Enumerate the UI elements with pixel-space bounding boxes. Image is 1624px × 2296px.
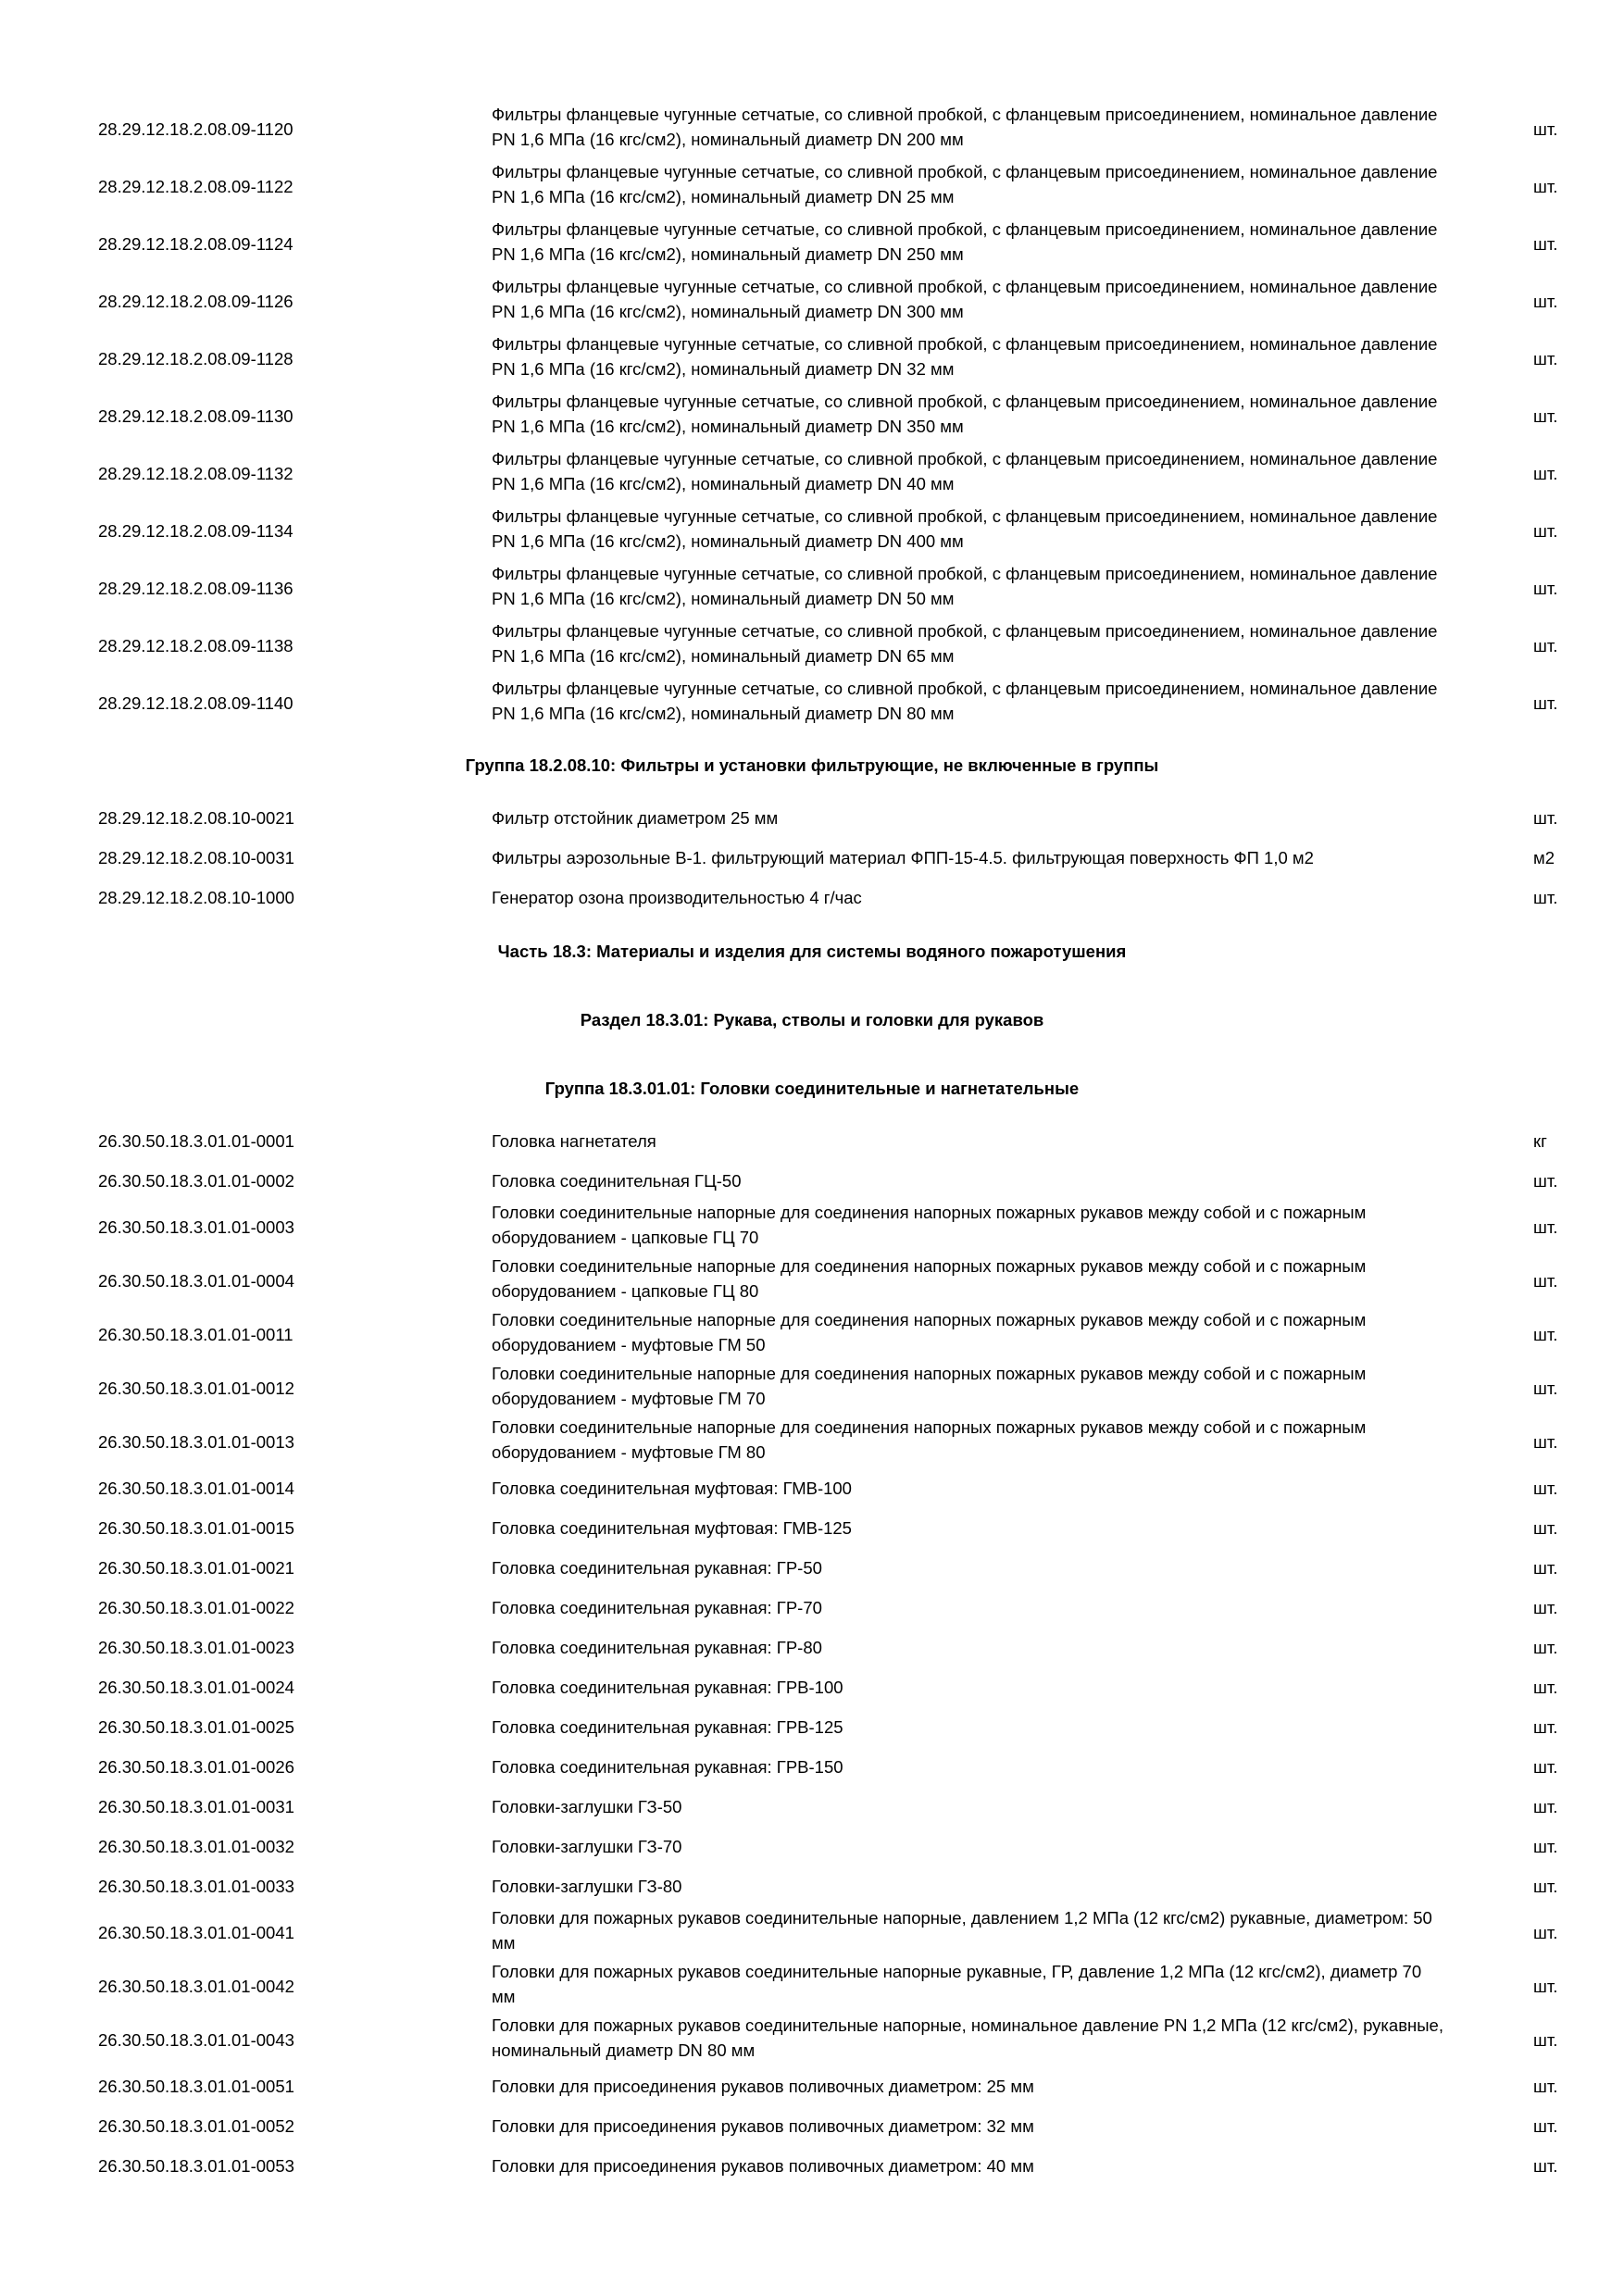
row-unit: шт. xyxy=(1533,1518,1558,1538)
row-code: 26.30.50.18.3.01.01-0053 xyxy=(98,2156,294,2176)
row-unit: шт. xyxy=(1533,1598,1558,1617)
row-code: 26.30.50.18.3.01.01-0014 xyxy=(98,1479,294,1498)
row-description: Фильтры фланцевые чугунные сетчатые, со сливной пробкой, с фланцевым присоединением, номинальное давление PN 1,6 МПа (16 кгс/см2), номинальный диаметр DN 250 мм xyxy=(492,219,1438,264)
row-code: 26.30.50.18.3.01.01-0023 xyxy=(98,1638,294,1657)
row-unit: шт. xyxy=(1533,693,1558,713)
row-description: Головка соединительная рукавная: ГРВ-125 xyxy=(492,1717,843,1737)
row-unit: шт. xyxy=(1533,1678,1558,1697)
row-unit: шт. xyxy=(1533,1479,1558,1498)
row-code: 26.30.50.18.3.01.01-0011 xyxy=(98,1325,294,1344)
group-heading: Группа 18.3.01.01: Головки соединительные и нагнетательные xyxy=(544,1079,1080,1098)
row-description: Фильтры фланцевые чугунные сетчатые, со сливной пробкой, с фланцевым присоединением, номинальное давление PN 1,6 МПа (16 кгс/см2), номинальный диаметр DN 200 мм xyxy=(492,105,1438,149)
row-unit: шт. xyxy=(1533,888,1558,907)
row-description: Головки-заглушки ГЗ-80 xyxy=(492,1877,682,1896)
row-description: Головка соединительная муфтовая: ГМВ-100 xyxy=(492,1479,852,1498)
row-unit: шт. xyxy=(1533,292,1558,311)
part-heading: Часть 18.3: Материалы и изделия для системы водяного пожаротушения xyxy=(497,942,1127,961)
row-code: 26.30.50.18.3.01.01-0026 xyxy=(98,1757,294,1777)
group-heading: Группа 18.2.08.10: Фильтры и установки фильтрующие, не включенные в группы xyxy=(465,755,1159,775)
row-description: Фильтры фланцевые чугунные сетчатые, со сливной пробкой, с фланцевым присоединением, номинальное давление PN 1,6 МПа (16 кгс/см2), номинальный диаметр DN 400 мм xyxy=(492,506,1438,551)
row-unit: шт. xyxy=(1533,2030,1558,2050)
row-description: Головка соединительная ГЦ-50 xyxy=(492,1171,742,1191)
row-description: Головка нагнетателя xyxy=(492,1131,656,1151)
row-unit: шт. xyxy=(1533,1977,1558,1996)
row-code: 26.30.50.18.3.01.01-0031 xyxy=(98,1797,294,1816)
row-code: 26.30.50.18.3.01.01-0032 xyxy=(98,1837,294,1856)
row-code: 26.30.50.18.3.01.01-0012 xyxy=(98,1379,294,1398)
row-code: 28.29.12.18.2.08.09-1132 xyxy=(98,464,294,483)
row-description: Головки для присоединения рукавов поливочных диаметром: 40 мм xyxy=(492,2156,1034,2176)
row-unit: шт. xyxy=(1533,1271,1558,1291)
row-code: 26.30.50.18.3.01.01-0003 xyxy=(98,1217,294,1237)
row-code: 28.29.12.18.2.08.09-1128 xyxy=(98,349,294,368)
row-code: 28.29.12.18.2.08.09-1134 xyxy=(98,521,294,541)
row-description: Фильтры фланцевые чугунные сетчатые, со сливной пробкой, с фланцевым присоединением, номинальное давление PN 1,6 МПа (16 кгс/см2), номинальный диаметр DN 65 мм xyxy=(492,621,1438,666)
row-description: Головки-заглушки ГЗ-50 xyxy=(492,1797,682,1816)
row-code: 28.29.12.18.2.08.10-1000 xyxy=(98,888,294,907)
row-description: Фильтры фланцевые чугунные сетчатые, со сливной пробкой, с фланцевым присоединением, номинальное давление PN 1,6 МПа (16 кгс/см2), номинальный диаметр DN 80 мм xyxy=(492,679,1438,723)
row-description: Головки для присоединения рукавов поливочных диаметром: 25 мм xyxy=(492,2077,1034,2096)
row-code: 26.30.50.18.3.01.01-0043 xyxy=(98,2030,294,2050)
row-description: Головка соединительная рукавная: ГРВ-100 xyxy=(492,1678,843,1697)
row-unit: шт. xyxy=(1533,349,1558,368)
row-code: 26.30.50.18.3.01.01-0033 xyxy=(98,1877,294,1896)
row-code: 28.29.12.18.2.08.09-1136 xyxy=(98,579,294,598)
row-code: 26.30.50.18.3.01.01-0052 xyxy=(98,2116,294,2136)
row-description: Головки соединительные напорные для соединения напорных пожарных рукавов между собой и с пожарным оборудованием - муфтовые ГМ 70 xyxy=(492,1364,1367,1408)
row-code: 26.30.50.18.3.01.01-0021 xyxy=(98,1558,294,1578)
row-unit: шт. xyxy=(1533,1325,1558,1344)
row-description: Головки соединительные напорные для соединения напорных пожарных рукавов между собой и с пожарным оборудованием - муфтовые ГМ 50 xyxy=(492,1310,1367,1354)
row-unit: шт. xyxy=(1533,2116,1558,2136)
row-code: 28.29.12.18.2.08.09-1130 xyxy=(98,406,294,426)
row-description: Головка соединительная рукавная: ГР-80 xyxy=(492,1638,822,1657)
row-unit: шт. xyxy=(1533,1171,1558,1191)
row-unit: шт. xyxy=(1533,579,1558,598)
row-unit: шт. xyxy=(1533,1217,1558,1237)
row-code: 26.30.50.18.3.01.01-0024 xyxy=(98,1678,294,1697)
row-description: Головки для пожарных рукавов соединительные напорные, номинальное давление PN 1,2 МПа (12 кгс/см2), рукавные, номинальный диаметр DN 80 мм xyxy=(492,2015,1443,2060)
row-description: Головки для пожарных рукавов соединительные напорные, давлением 1,2 МПа (12 кгс/см2) рукавные, диаметром: 50 мм xyxy=(492,1908,1432,1953)
row-description: Головки для присоединения рукавов поливочных диаметром: 32 мм xyxy=(492,2116,1034,2136)
row-code: 26.30.50.18.3.01.01-0002 xyxy=(98,1171,294,1191)
row-unit: кг xyxy=(1533,1131,1547,1151)
row-unit: шт. xyxy=(1533,406,1558,426)
row-code: 26.30.50.18.3.01.01-0001 xyxy=(98,1131,294,1151)
row-unit: шт. xyxy=(1533,464,1558,483)
row-unit: м2 xyxy=(1533,848,1555,867)
row-description: Головки соединительные напорные для соединения напорных пожарных рукавов между собой и с пожарным оборудованием - цапковые ГЦ 70 xyxy=(492,1203,1367,1247)
row-description: Фильтры фланцевые чугунные сетчатые, со сливной пробкой, с фланцевым присоединением, номинальное давление PN 1,6 МПа (16 кгс/см2), номинальный диаметр DN 300 мм xyxy=(492,277,1438,321)
row-code: 26.30.50.18.3.01.01-0015 xyxy=(98,1518,294,1538)
section-heading: Раздел 18.3.01: Рукава, стволы и головки для рукавов xyxy=(580,1010,1044,1029)
row-description: Головки соединительные напорные для соединения напорных пожарных рукавов между собой и с пожарным оборудованием - муфтовые ГМ 80 xyxy=(492,1417,1367,1462)
row-description: Головки соединительные напорные для соединения напорных пожарных рукавов между собой и с пожарным оборудованием - цапковые ГЦ 80 xyxy=(492,1256,1367,1301)
row-description: Фильтры фланцевые чугунные сетчатые, со сливной пробкой, с фланцевым присоединением, номинальное давление PN 1,6 МПа (16 кгс/см2), номинальный диаметр DN 32 мм xyxy=(492,334,1438,379)
row-description: Головка соединительная рукавная: ГР-70 xyxy=(492,1598,822,1617)
row-description: Головка соединительная муфтовая: ГМВ-125 xyxy=(492,1518,852,1538)
row-description: Фильтры фланцевые чугунные сетчатые, со сливной пробкой, с фланцевым присоединением, номинальное давление PN 1,6 МПа (16 кгс/см2), номинальный диаметр DN 50 мм xyxy=(492,564,1438,608)
row-unit: шт. xyxy=(1533,636,1558,655)
row-code: 28.29.12.18.2.08.10-0021 xyxy=(98,808,294,828)
row-description: Головки для пожарных рукавов соединительные напорные рукавные, ГР, давление 1,2 МПа (12 кгс/см2), диаметр 70 мм xyxy=(492,1962,1422,2006)
row-code: 28.29.12.18.2.08.09-1120 xyxy=(98,119,294,139)
row-code: 28.29.12.18.2.08.09-1124 xyxy=(98,234,294,254)
row-code: 28.29.12.18.2.08.10-0031 xyxy=(98,848,294,867)
row-unit: шт. xyxy=(1533,1923,1558,1942)
row-code: 26.30.50.18.3.01.01-0025 xyxy=(98,1717,294,1737)
row-description: Фильтр отстойник диаметром 25 мм xyxy=(492,808,779,828)
row-unit: шт. xyxy=(1533,2077,1558,2096)
row-code: 26.30.50.18.3.01.01-0004 xyxy=(98,1271,294,1291)
row-unit: шт. xyxy=(1533,1837,1558,1856)
row-unit: шт. xyxy=(1533,2156,1558,2176)
row-unit: шт. xyxy=(1533,1717,1558,1737)
row-code: 26.30.50.18.3.01.01-0013 xyxy=(98,1432,294,1452)
row-code: 28.29.12.18.2.08.09-1122 xyxy=(98,177,294,196)
row-unit: шт. xyxy=(1533,1432,1558,1452)
row-unit: шт. xyxy=(1533,119,1558,139)
row-code: 28.29.12.18.2.08.09-1140 xyxy=(98,693,294,713)
row-unit: шт. xyxy=(1533,808,1558,828)
row-description: Головки-заглушки ГЗ-70 xyxy=(492,1837,682,1856)
row-code: 28.29.12.18.2.08.09-1138 xyxy=(98,636,294,655)
row-unit: шт. xyxy=(1533,1379,1558,1398)
row-code: 26.30.50.18.3.01.01-0022 xyxy=(98,1598,294,1617)
row-unit: шт. xyxy=(1533,521,1558,541)
row-code: 28.29.12.18.2.08.09-1126 xyxy=(98,292,294,311)
row-description: Головка соединительная рукавная: ГРВ-150 xyxy=(492,1757,843,1777)
row-unit: шт. xyxy=(1533,177,1558,196)
row-unit: шт. xyxy=(1533,1638,1558,1657)
row-description: Фильтры фланцевые чугунные сетчатые, со сливной пробкой, с фланцевым присоединением, номинальное давление PN 1,6 МПа (16 кгс/см2), номинальный диаметр DN 25 мм xyxy=(492,162,1438,206)
row-unit: шт. xyxy=(1533,1558,1558,1578)
row-code: 26.30.50.18.3.01.01-0041 xyxy=(98,1923,294,1942)
row-code: 26.30.50.18.3.01.01-0042 xyxy=(98,1977,294,1996)
row-code: 26.30.50.18.3.01.01-0051 xyxy=(98,2077,294,2096)
row-description: Фильтры аэрозольные В-1. фильтрующий материал ФПП-15-4.5. фильтрующая поверхность ФП 1,0 м2 xyxy=(492,848,1314,867)
row-unit: шт. xyxy=(1533,234,1558,254)
row-description: Головка соединительная рукавная: ГР-50 xyxy=(492,1558,822,1578)
row-unit: шт. xyxy=(1533,1757,1558,1777)
row-unit: шт. xyxy=(1533,1797,1558,1816)
row-description: Фильтры фланцевые чугунные сетчатые, со сливной пробкой, с фланцевым присоединением, номинальное давление PN 1,6 МПа (16 кгс/см2), номинальный диаметр DN 350 мм xyxy=(492,392,1438,436)
row-description: Фильтры фланцевые чугунные сетчатые, со сливной пробкой, с фланцевым присоединением, номинальное давление PN 1,6 МПа (16 кгс/см2), номинальный диаметр DN 40 мм xyxy=(492,449,1438,493)
row-description: Генератор озона производительностью 4 г/час xyxy=(492,888,862,907)
row-unit: шт. xyxy=(1533,1877,1558,1896)
